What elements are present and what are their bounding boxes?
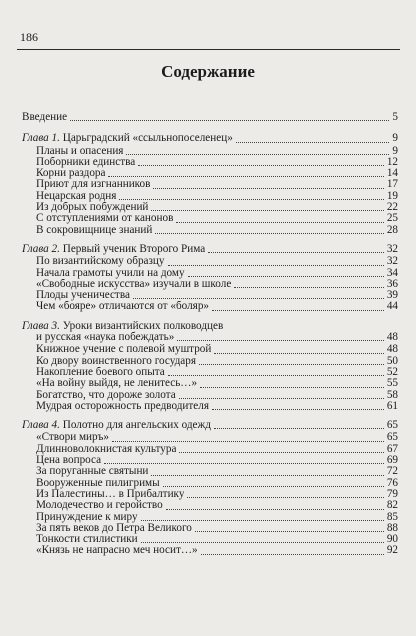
chapter-title: Первый ученик Второго Рима (62, 243, 206, 255)
toc-entry-page: 19 (386, 189, 398, 202)
dot-leader (236, 142, 390, 143)
chapter-heading[interactable] (22, 133, 398, 144)
dot-leader (153, 188, 383, 189)
toc-entry-label: Плоды ученичества (36, 290, 130, 302)
toc-entry-page: 82 (386, 499, 398, 512)
toc-entry-page: 55 (386, 377, 398, 390)
toc-entry[interactable] (22, 168, 398, 179)
toc-entry-page: 61 (386, 399, 398, 412)
toc-entry-page: 12 (386, 155, 398, 168)
toc-entry-page: 34 (386, 266, 398, 279)
toc-entry[interactable] (22, 179, 398, 190)
chapter-number: Глава 4. (22, 420, 60, 432)
toc-entry-page: 76 (386, 476, 398, 489)
chapter-title: Царьградский «ссыльнопоселенец» (62, 133, 233, 145)
dot-leader (133, 298, 384, 299)
toc-entry[interactable] (22, 401, 398, 412)
toc-entry-label: Поборники единства (36, 156, 136, 168)
toc-entry-page: 85 (386, 510, 398, 523)
toc-entry[interactable] (22, 534, 398, 545)
toc-entry-page: 67 (386, 442, 398, 455)
toc-entry[interactable] (22, 545, 398, 556)
toc-entry[interactable] (22, 344, 398, 355)
toc-entry-label: В сокровищнице знаний (36, 224, 153, 236)
dot-leader (166, 509, 384, 510)
toc-entry-page: 44 (386, 300, 398, 313)
table-of-contents (22, 112, 398, 557)
dot-leader (187, 497, 383, 498)
toc-entry-page: 52 (386, 365, 398, 378)
toc-entry-label: Нецарская родня (36, 190, 117, 202)
dot-leader (212, 310, 384, 311)
toc-entry[interactable] (22, 256, 398, 267)
dot-leader (179, 452, 383, 453)
toc-entry-page: 58 (386, 388, 398, 401)
toc-entry-page: 65 (386, 419, 398, 432)
toc-entry-page: 17 (386, 178, 398, 191)
toc-entry[interactable] (22, 523, 398, 534)
toc-entry[interactable] (22, 378, 398, 389)
dot-leader (199, 364, 384, 365)
toc-entry-page: 36 (386, 277, 398, 290)
dot-leader (234, 287, 384, 288)
toc-entry-label: С отступлениями от канонов (36, 213, 174, 225)
chapter-heading[interactable] (22, 420, 398, 431)
dot-leader (70, 120, 389, 121)
dot-leader (200, 387, 384, 388)
toc-entry-label: Ко двору воинственного государя (36, 355, 196, 367)
dot-leader (168, 375, 384, 376)
page-title: Содержание (161, 62, 255, 81)
dot-leader (141, 542, 384, 543)
dot-leader (126, 154, 389, 155)
dot-leader (108, 176, 383, 177)
toc-entry-page: 92 (386, 544, 398, 557)
toc-entry-label: «На войну выйдя, не ленитесь…» (36, 378, 198, 390)
dot-leader (168, 265, 384, 266)
dot-leader (151, 475, 383, 476)
toc-entry[interactable] (22, 466, 398, 477)
toc-entry-label: Корни раздора (36, 168, 106, 180)
toc-entry[interactable] (22, 202, 398, 213)
toc-entry[interactable] (22, 268, 398, 279)
toc-entry[interactable] (22, 489, 398, 500)
dot-leader (112, 441, 384, 442)
toc-entry[interactable] (22, 455, 398, 466)
toc-entry-page: 48 (386, 343, 398, 356)
toc-entry-label: За пять веков до Петра Великого (36, 522, 192, 534)
toc-entry[interactable] (22, 478, 398, 489)
toc-entry[interactable] (22, 213, 398, 224)
toc-entry-label: «Свободные искусства» изучали в школе (36, 278, 232, 290)
dot-leader (195, 531, 384, 532)
toc-entry-page: 90 (386, 533, 398, 546)
toc-entry[interactable] (22, 512, 398, 523)
toc-entry-page: 79 (386, 487, 398, 500)
chapter-title: Полотно для ангельских одежд (62, 420, 211, 432)
toc-entry[interactable] (22, 157, 398, 168)
dot-leader (104, 463, 384, 464)
toc-entry-page: 32 (386, 255, 398, 268)
toc-entry[interactable] (22, 444, 398, 455)
dot-leader (119, 199, 383, 200)
header-rule (17, 49, 400, 50)
chapter-number: Глава 1. (22, 133, 60, 145)
toc-entry-label: Молодечество и геройство (36, 500, 163, 512)
dot-leader (138, 165, 384, 166)
dot-leader (151, 210, 383, 211)
page-number: 186 (20, 30, 38, 44)
toc-entry[interactable] (22, 301, 398, 312)
dot-leader (214, 353, 383, 354)
toc-entry-label: За поруганные святыни (36, 466, 149, 478)
chapter-heading[interactable] (22, 321, 398, 344)
toc-entry-page: 69 (386, 454, 398, 467)
toc-entry-page: 5 (392, 111, 398, 123)
toc-entry[interactable] (22, 356, 398, 367)
toc-entry-page: 32 (386, 242, 398, 255)
toc-intro[interactable] (22, 112, 398, 123)
toc-entry-page: 48 (386, 331, 398, 344)
dot-leader (214, 428, 384, 429)
toc-entry-label: «Створи миръ» (36, 432, 110, 444)
toc-entry-label: Вооруженные пилигримы (36, 477, 160, 489)
dot-leader (208, 252, 384, 253)
toc-entry-page: 25 (386, 212, 398, 225)
chapter-heading[interactable] (22, 244, 398, 255)
toc-entry[interactable] (22, 191, 398, 202)
toc-entry-label: Книжное учение с полевой муштрой (36, 344, 212, 356)
toc-entry-page: 65 (386, 431, 398, 444)
toc-entry-page: 72 (386, 465, 398, 478)
dot-leader (141, 520, 384, 521)
toc-entry-label: Цена вопроса (36, 455, 102, 467)
toc-entry-label: Принуждение к миру (36, 511, 138, 523)
toc-entry-page: 28 (386, 223, 398, 236)
toc-entry[interactable] (22, 225, 398, 236)
toc-entry-label: Мудрая осторожность предводителя (36, 400, 210, 412)
toc-entry-label: Начала грамоты учили на дому (36, 267, 185, 279)
toc-entry-page: 50 (386, 354, 398, 367)
dot-leader (179, 398, 384, 399)
toc-entry-label: Длинноволокнистая культура (36, 443, 177, 455)
toc-entry-page: 88 (386, 521, 398, 534)
toc-entry-page: 9 (392, 132, 398, 145)
toc-entry[interactable] (22, 367, 398, 378)
dot-leader (163, 486, 384, 487)
toc-entry-label: По византийскому образцу (36, 256, 165, 268)
dot-leader (188, 276, 384, 277)
toc-entry[interactable] (22, 146, 398, 157)
toc-entry-page: 22 (386, 201, 398, 214)
toc-entry-label: Накопление боевого опыта (36, 366, 165, 378)
dot-leader (177, 340, 384, 341)
toc-entry[interactable] (22, 390, 398, 401)
chapter-title: Уроки византийских полководцев (62, 319, 224, 332)
chapter-number: Глава 2. (22, 243, 60, 255)
chapter-title-continuation: и русская «наука побеждать» (36, 331, 175, 344)
toc-entry-label: Планы и опасения (36, 145, 124, 157)
toc-entry-label: Введение (22, 112, 68, 123)
toc-entry[interactable] (22, 290, 398, 301)
toc-entry-page: 9 (392, 144, 398, 157)
toc-entry-label: Тонкости стилистики (36, 534, 138, 546)
toc-entry-label: «Князь не напрасно меч носит…» (36, 545, 198, 557)
dot-leader (201, 554, 384, 555)
toc-entry-page: 14 (386, 167, 398, 180)
toc-entry[interactable] (22, 432, 398, 443)
toc-entry[interactable] (22, 500, 398, 511)
dot-leader (176, 222, 383, 223)
toc-entry-page: 39 (386, 289, 398, 302)
toc-entry-label: Из Палестины… в Прибалтику (36, 488, 185, 500)
dot-leader (212, 409, 384, 410)
toc-entry[interactable] (22, 279, 398, 290)
toc-entry-label: Приют для изгнанников (36, 179, 151, 191)
chapter-number: Глава 3. (22, 319, 60, 332)
toc-entry-label: Из добрых побуждений (36, 202, 149, 214)
dot-leader (155, 233, 383, 234)
toc-entry-label: Чем «бояре» отличаются от «боляр» (36, 301, 210, 313)
toc-entry-label: Богатство, что дороже золота (36, 389, 176, 401)
